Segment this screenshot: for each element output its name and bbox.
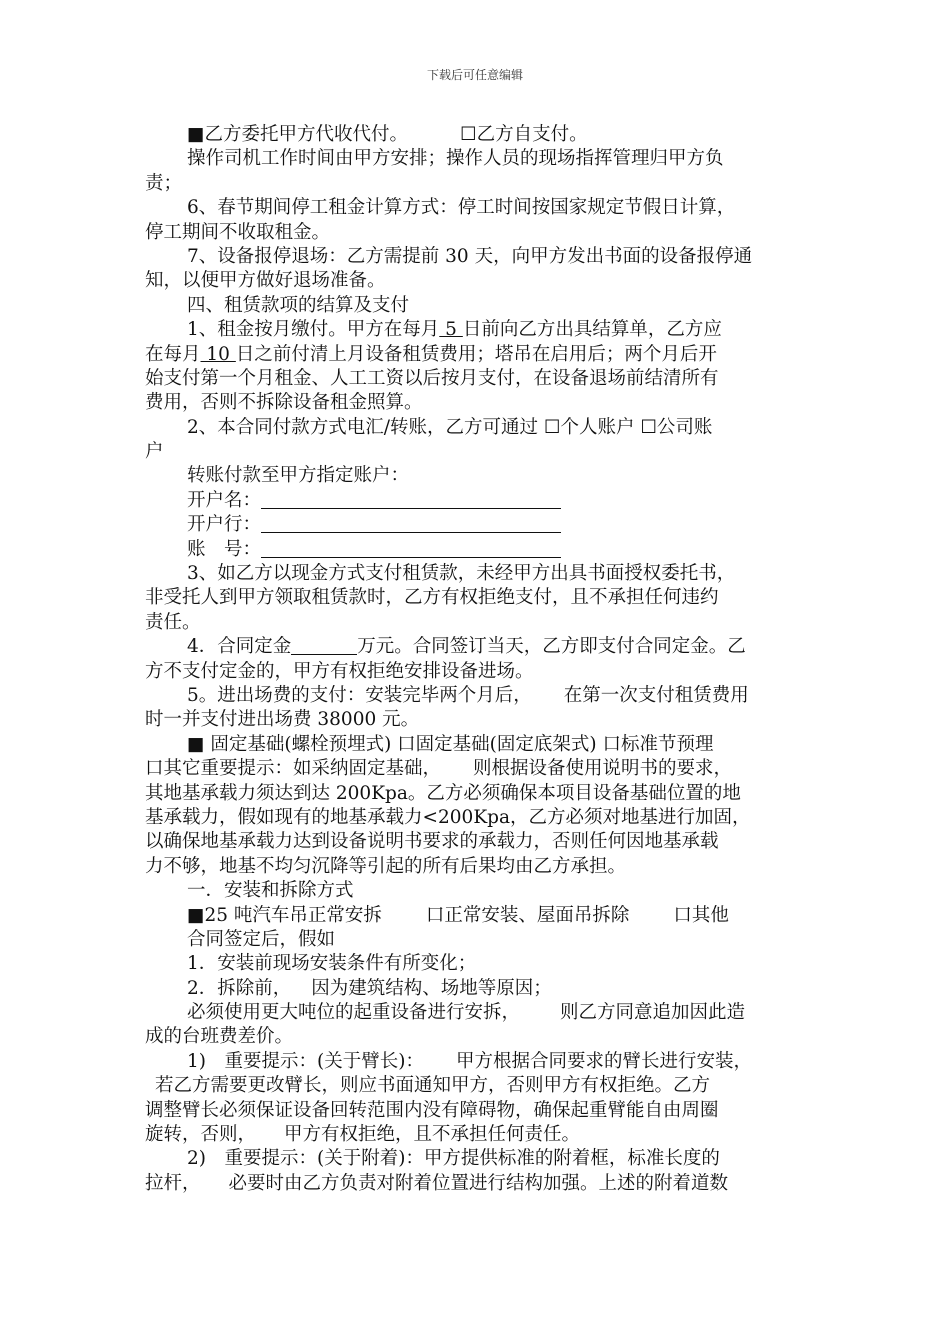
deposit-row	[145, 635, 810, 659]
text-line: 调整臂长必须保证设备回转范围内没有障碍物，确保起重臂能自由周圈	[145, 1099, 719, 1121]
option-roof-crane[interactable]: 口正常安装、屋面吊拆除	[425, 904, 630, 926]
section-heading: 四、租赁款项的结算及支付	[187, 294, 410, 316]
text-line: 力不够，地基不均匀沉降等引起的所有后果均由乙方承担。	[145, 855, 627, 877]
text-span: 甲方根据合同要求的臂长进行安装，	[455, 1050, 752, 1072]
text-line: 基承载力，假如现有的地基承载力<200Kpa，乙方必须对地基进行加固，	[145, 806, 751, 828]
deposit-blank[interactable]	[291, 636, 357, 655]
text-span: 1) 重要提示：(关于臂长)：	[187, 1050, 424, 1072]
bank-label: 开户行：	[187, 514, 262, 536]
text-line: 6、春节期间停工租金计算方式：停工时间按国家规定节假日计算，	[187, 197, 736, 219]
account-name-blank[interactable]	[261, 490, 561, 509]
text-line	[145, 1050, 810, 1074]
text-span: 拉杆，	[145, 1172, 201, 1194]
text-line: 操作司机工作时间由甲方安排；操作人员的现场指挥管理归甲方负	[187, 148, 724, 170]
account-number-label: 账 号：	[187, 538, 262, 560]
text-span: 则乙方同意追加因此造	[560, 1002, 746, 1024]
text-line: 2) 重要提示：(关于附着)：甲方提供标准的附着框，标准长度的	[187, 1148, 720, 1170]
text-span: 日前向乙方出具结算单，乙方应	[462, 319, 722, 341]
document-body	[145, 123, 810, 1196]
text-span: 甲方有权拒绝，且不承担任何责任。	[284, 1124, 581, 1146]
payment-option-line	[145, 123, 810, 147]
text-line: 2、本合同付款方式电汇/转账，乙方可通过 ☐个人账户 ☐公司账	[187, 416, 713, 438]
text-line: 1．安装前现场安装条件有所变化；	[187, 953, 477, 975]
text-line: 其地基承载力须达到达 200Kpa。乙方必须确保本项目设备基础位置的地	[145, 782, 741, 804]
text-line	[145, 1172, 810, 1196]
text-line	[145, 757, 810, 781]
text-line: 3、如乙方以现金方式支付租赁款，未经甲方出具书面授权委托书，	[187, 563, 736, 585]
text-line: 费用，否则不拆除设备租金照算。	[145, 392, 423, 414]
billing-day-value: 5	[439, 319, 463, 341]
section-heading: 一．安装和拆除方式	[187, 880, 354, 902]
payment-day-value: 10	[200, 343, 236, 365]
option-proxy-payment[interactable]: ■乙方委托甲方代收代付。	[187, 124, 408, 145]
text-span: 5。进出场费的支付：安装完毕两个月后，	[187, 684, 532, 706]
account-number-row	[145, 538, 810, 562]
bank-row	[145, 513, 810, 537]
bank-blank[interactable]	[261, 514, 561, 533]
text-span: 必须使用更大吨位的起重设备进行安拆，	[187, 1002, 521, 1024]
account-name-label: 开户名：	[187, 489, 262, 511]
install-options-line	[145, 904, 810, 928]
text-span: 4．合同定金	[187, 636, 292, 658]
text-line: 责任。	[145, 611, 201, 633]
text-line: 知，以便甲方做好退场准备。	[145, 270, 386, 292]
text-line: 时一并支付进出场费 38000 元。	[145, 709, 420, 731]
text-span: 口其它重要提示：如采纳固定基础，	[145, 758, 442, 780]
text-span: 在每月	[145, 343, 201, 365]
text-line: 始支付第一个月租金、人工工资以后按月支付，在设备退场前结清所有	[145, 367, 719, 389]
text-line	[145, 977, 810, 1001]
option-other[interactable]: 口其他	[673, 904, 729, 926]
text-span: 万元。合同签订当天，乙方即支付合同定金。乙	[357, 636, 746, 658]
foundation-options-line: ■ 固定基础(螺栓预埋式) 口固定基础(固定底架式) 口标准节预理	[187, 733, 714, 755]
text-span: 因为建筑结构、场地等原因；	[311, 977, 552, 999]
text-line: 转账付款至甲方指定账户：	[187, 465, 410, 487]
text-line: 方不支付定金的，甲方有权拒绝安排设备进场。	[145, 660, 534, 682]
text-line: 责；	[145, 172, 183, 194]
text-line	[145, 1001, 810, 1025]
text-line	[145, 1123, 810, 1147]
text-span: 2．拆除前，	[187, 977, 292, 999]
text-line: 非受托人到甲方领取租赁款时，乙方有权拒绝支付，且不承担任何违约	[145, 587, 719, 609]
page-header: 下载后可任意编辑	[426, 68, 523, 82]
option-crane-install[interactable]: ■25 吨汽车吊正常安拆	[187, 904, 382, 926]
text-span: 1、租金按月缴付。甲方在每月	[187, 319, 440, 341]
text-line: 以确保地基承载力达到设备说明书要求的承载力，否则任何因地基承载	[145, 831, 719, 853]
text-span: 日之前付清上月设备租赁费用；塔吊在启用后；两个月后开	[235, 343, 717, 365]
account-number-blank[interactable]	[261, 539, 561, 558]
text-line: 户	[145, 441, 164, 463]
text-line	[145, 343, 810, 367]
text-line	[145, 684, 810, 708]
text-line: 若乙方需要更改臂长，则应书面通知甲方，否则甲方有权拒绝。乙方	[155, 1075, 711, 1097]
text-line: 7、设备报停退场：乙方需提前 30 天，向甲方发出书面的设备报停通	[187, 245, 753, 267]
text-span: 必要时由乙方负责对附着位置进行结构加强。上述的附着道数	[228, 1172, 729, 1194]
text-line	[145, 318, 810, 342]
text-span: 旋转，否则，	[145, 1124, 257, 1146]
text-span: 则根据设备使用说明书的要求，	[473, 758, 733, 780]
account-name-row	[145, 489, 810, 513]
text-line: 停工期间不收取租金。	[145, 221, 331, 243]
text-line: 合同签定后，假如	[187, 928, 336, 950]
text-line: 成的台班费差价。	[145, 1026, 294, 1048]
text-span: 在第一次支付租赁费用	[563, 684, 749, 706]
option-self-payment[interactable]: ☐乙方自支付。	[459, 124, 588, 145]
